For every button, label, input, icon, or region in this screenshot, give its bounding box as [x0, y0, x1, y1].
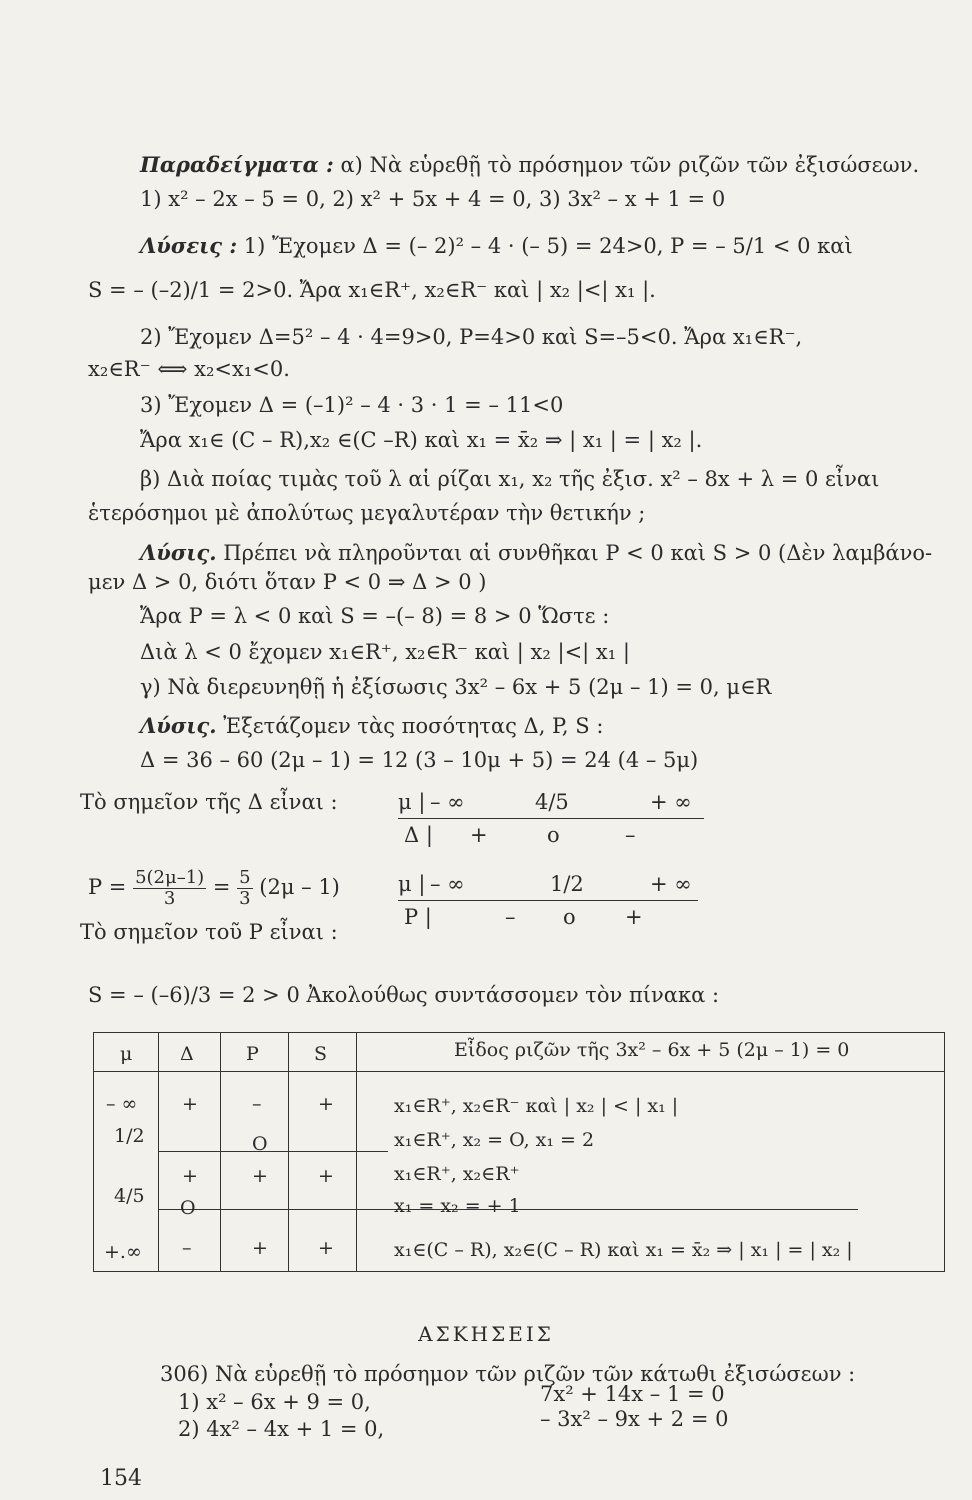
- r2-p: O: [252, 1133, 268, 1155]
- exercises-heading: ΑΣΚΗΣΕΙΣ: [418, 1322, 554, 1346]
- s-line: S = – (–6)/3 = 2 > 0 Ἀκολούθως συντάσσομεν τὸν πίνακα :: [88, 983, 720, 1007]
- col-sep-1: [158, 1033, 159, 1271]
- delta-row2-left: +: [470, 823, 488, 847]
- text-solutions-1: 1) Ἔχομεν Δ = (– 2)² – 4 · (– 5) = 24>0, P = – 5/1 < 0 καὶ: [237, 234, 853, 258]
- p-row1-root: 1/2: [550, 872, 584, 896]
- mu-half: 1/2: [114, 1125, 145, 1147]
- exercise-2-left: 2) 4x² – 4x + 1 = 0,: [178, 1417, 385, 1441]
- r5-kind: x₁∈(C – R), x₂∈(C – R) καὶ x₁ = x̄₂ ⇒ | x₁ | = | x₂ |: [394, 1239, 853, 1261]
- r1-s: +: [318, 1093, 334, 1115]
- mu-pinf: +.∞: [104, 1241, 142, 1263]
- exercise-1-right: 7x² + 14x – 1 = 0: [540, 1382, 725, 1406]
- text-solution-gamma: Ἐξετάζομεν τὰς ποσότητας Δ, P, S :: [216, 714, 604, 738]
- col-sep-2: [220, 1033, 221, 1271]
- p-row1-pinf: + ∞: [650, 872, 692, 896]
- hdr-p: P: [246, 1043, 259, 1065]
- r1-delta: +: [182, 1093, 198, 1115]
- delta-row2-label: Δ |: [404, 823, 433, 847]
- r1-kind: x₁∈R⁺, x₂∈R⁻ καὶ | x₂ | < | x₁ |: [394, 1095, 679, 1117]
- p-sign-caption: Τὸ σημεῖον τοῦ P εἶναι :: [80, 920, 338, 944]
- p-prefix: P =: [88, 875, 134, 899]
- hdr-kind: Εἶδος ριζῶν τῆς 3x² – 6x + 5 (2μ – 1) = 0: [454, 1039, 850, 1061]
- line-delta-formula: Δ = 36 – 60 (2μ – 1) = 12 (3 – 10μ + 5) = 24 (4 – 5μ): [140, 748, 699, 772]
- header-sep: [94, 1071, 944, 1072]
- line-case-2: 2) Ἔχομεν Δ=5² – 4 · 4=9>0, P=4>0 καὶ S=–5<0. Ἄρα x₁∈R⁻,: [140, 325, 803, 349]
- p-fraction-1: [133, 868, 206, 909]
- p-fraction-2: [237, 868, 252, 909]
- line-beta-5: Διὰ λ < 0 ἔχομεν x₁∈R⁺, x₂∈R⁻ καὶ | x₂ |<| x₁ |: [140, 640, 630, 664]
- line-case-3b: Ἄρα x₁∈ (C – R),x₂ ∈(C –R) καὶ x₁ = x̄₂ ⇒ | x₁ | = | x₂ |.: [140, 428, 703, 452]
- delta-row1-mu: μ |: [398, 790, 426, 814]
- delta-row2-zero: o: [547, 823, 560, 847]
- exercise-intro: 306) Νὰ εὑρεθῇ τὸ πρόσημον τῶν ριζῶν τῶν κάτωθι ἐξισώσεων :: [160, 1362, 856, 1386]
- delta-row1-pinf: + ∞: [650, 790, 692, 814]
- p-row2-zero: o: [563, 905, 576, 929]
- summary-table: [93, 1032, 945, 1272]
- r2-kind: x₁∈R⁺, x₂ = O, x₁ = 2: [394, 1129, 595, 1151]
- r1-p: –: [252, 1093, 262, 1115]
- page-number: 154: [100, 1466, 142, 1491]
- text-examples: α) Νὰ εὑρεθῇ τὸ πρόσημον τῶν ριζῶν τῶν ἐξισώσεων.: [333, 153, 920, 177]
- label-examples: Παραδείγματα :: [140, 152, 334, 177]
- line-beta-2: ἑτερόσημοι μὲ ἀπολύτως μεγαλυτέραν τὴν θετικήν ;: [88, 501, 646, 525]
- p-row1-mu: μ |: [398, 872, 426, 896]
- text-solution-beta: Πρέπει νὰ πληροῦνται αἱ συνθῆκαι P < 0 καὶ S > 0 (Δὲν λαμβάνο-: [216, 541, 933, 565]
- line-case-3: 3) Ἔχομεν Δ = (–1)² – 4 · 3 · 1 = – 11<0: [140, 393, 564, 417]
- line-case-2b: x₂∈R⁻ ⟺ x₂<x₁<0.: [88, 357, 290, 381]
- r3-kind: x₁∈R⁺, x₂∈R⁺: [394, 1163, 520, 1185]
- delta-row2-right: –: [625, 823, 636, 847]
- p-row2-left: –: [505, 905, 516, 929]
- delta-row1-minf: – ∞: [430, 790, 465, 814]
- label-solution-gamma: Λύσις.: [140, 713, 217, 738]
- hdr-s: S: [314, 1043, 328, 1065]
- line-gamma: γ) Νὰ διερευνηθῇ ἡ ἐξίσωσις 3x² – 6x + 5 (2μ – 1) = 0, μ∈R: [140, 675, 772, 699]
- p-row1-minf: – ∞: [430, 872, 465, 896]
- p-tail: (2μ – 1): [252, 875, 340, 899]
- delta-row1-root: 4/5: [535, 790, 569, 814]
- line-beta-3: μεν Δ > 0, διότι ὅταν P < 0 ⇒ Δ > 0 ): [88, 570, 487, 594]
- line-s-value: S = – (–2)/1 = 2>0. Ἄρα x₁∈R⁺, x₂∈R⁻ καὶ | x₂ |<| x₁ |.: [88, 278, 656, 302]
- col-sep-3: [288, 1033, 289, 1271]
- mu-minf: – ∞: [106, 1093, 138, 1115]
- label-solution-beta: Λύσις.: [140, 540, 217, 565]
- line-solution-gamma: [140, 713, 603, 738]
- p-sign-divider: [398, 900, 698, 901]
- r5-p: +: [252, 1237, 268, 1259]
- hdr-delta: Δ: [180, 1043, 194, 1065]
- line-beta: β) Διὰ ποίας τιμὰς τοῦ λ αἱ ρίζαι x₁, x₂ τῆς ἐξισ. x² – 8x + λ = 0 εἶναι: [140, 467, 880, 491]
- line-beta-4: Ἄρα P = λ < 0 καὶ S = –(– 8) = 8 > 0 Ὥστε :: [140, 604, 610, 628]
- p-formula: [88, 868, 340, 909]
- exercise-2-right: – 3x² – 9x + 2 = 0: [540, 1407, 729, 1431]
- r3-s: +: [318, 1165, 334, 1187]
- p-row2-right: +: [625, 905, 643, 929]
- label-solutions: Λύσεις :: [140, 233, 238, 258]
- delta-sign-divider: [398, 818, 704, 819]
- p-den2: 3: [239, 888, 251, 909]
- p-den: 3: [163, 888, 176, 909]
- p-num: 5(2μ–1): [135, 867, 205, 888]
- p-row2-label: P |: [404, 905, 432, 929]
- p-num2: 5: [239, 867, 251, 888]
- mu-four-fifths: 4/5: [114, 1185, 145, 1207]
- r3-p: +: [252, 1165, 268, 1187]
- line-solution-beta: [140, 540, 932, 565]
- hdr-mu: μ: [120, 1043, 133, 1065]
- r5-s: +: [318, 1237, 334, 1259]
- delta-sign-caption: Τὸ σημεῖον τῆς Δ εἶναι :: [80, 790, 338, 814]
- r5-delta: –: [182, 1237, 192, 1259]
- line-examples: [140, 152, 919, 177]
- exercise-1-left: 1) x² – 6x + 9 = 0,: [178, 1390, 371, 1414]
- row-sep-half: [158, 1151, 388, 1152]
- col-sep-4: [356, 1033, 357, 1271]
- line-solutions-1: [140, 233, 853, 258]
- r3-delta: +: [182, 1165, 198, 1187]
- p-eq: =: [206, 875, 238, 899]
- r4-kind: x₁ = x₂ = + 1: [394, 1195, 521, 1217]
- r4-delta: O: [180, 1197, 196, 1219]
- line-equations: 1) x² – 2x – 5 = 0, 2) x² + 5x + 4 = 0, 3) 3x² – x + 1 = 0: [140, 187, 726, 211]
